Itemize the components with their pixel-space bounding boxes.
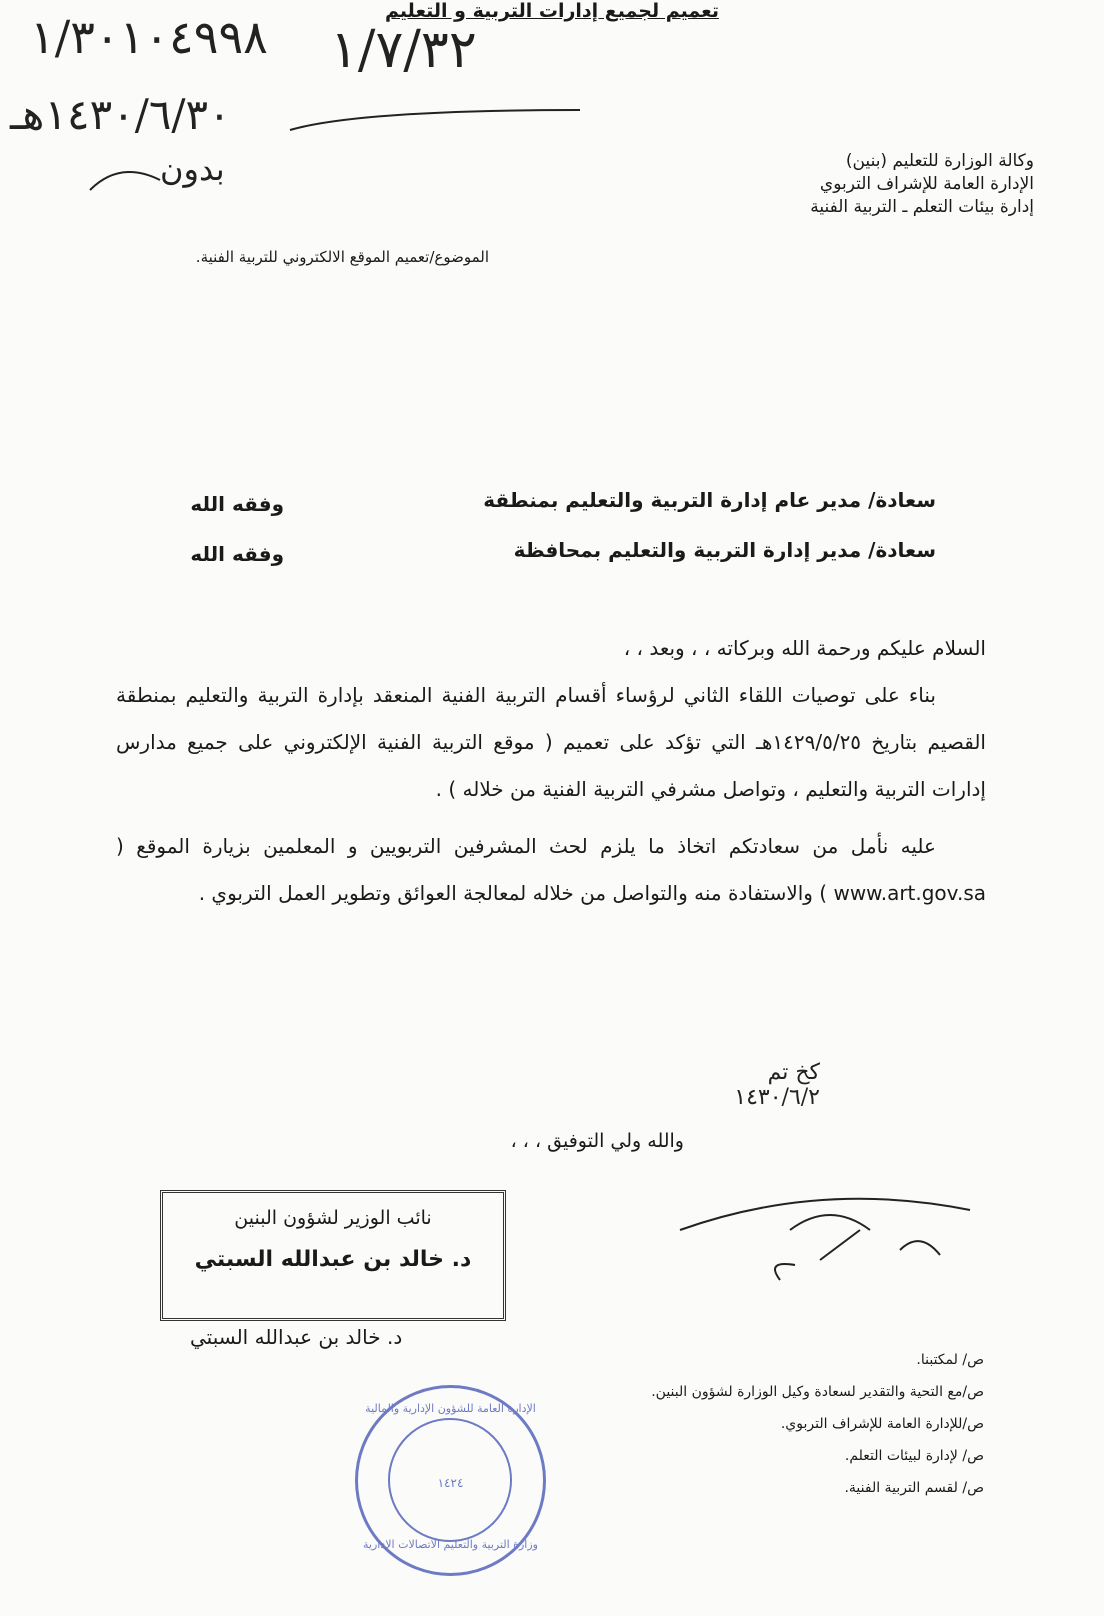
greeting: السلام عليكم ورحمة الله وبركاته ، ، وبعد ، ،: [623, 636, 986, 660]
letterhead-department: الإدارة العامة للإشراف التربوي: [819, 174, 1034, 194]
cc-item: ص/ لمكتبنا.: [916, 1352, 984, 1368]
signatory-name: د. خالد بن عبدالله السبتي: [194, 1247, 472, 1272]
handwritten-reference-number: ١/٣٠١٠٤٩٩٨: [30, 10, 268, 64]
handwritten-date-hijri: ١٤٣٠/٦/٣٠هـ: [10, 90, 231, 139]
seal-text-bottom: وزارة التربية والتعليم الاتصالات الإدارية: [363, 1538, 538, 1551]
paragraph-2: عليه نأمل من سعادتكم اتخاذ ما يلزم لحث المشرفين التربويين و المعلمين بزيارة الموقع ( www.art.gov.sa ) والاستفادة منه والتواصل من خلاله لمعالجة العوائق وتطوير العمل التربوي .: [116, 834, 986, 905]
subject-line: الموضوع/تعميم الموقع الالكتروني للتربية الفنية.: [195, 248, 489, 266]
margin-note: كخ تم ١٤٣٠/٦/٢: [734, 1060, 820, 1110]
signature-stamp: [160, 1190, 506, 1321]
seal-number: ١٤٢٤: [437, 1476, 464, 1490]
seal-text-top: الإدارة العامة للشؤون الإدارية والمالية: [365, 1402, 536, 1415]
cc-item: ص/ لقسم التربية الفنية.: [844, 1480, 984, 1496]
typed-signatory-name: د. خالد بن عبدالله السبتي: [190, 1325, 403, 1349]
letterhead-agency: وكالة الوزارة للتعليم (بنين): [845, 151, 1034, 171]
handwritten-signature: [670, 1170, 990, 1300]
letterhead: [810, 150, 1034, 219]
paragraph-1: بناء على توصيات اللقاء الثاني لرؤساء أقسام التربية الفنية المنعقد بإدارة التربية والتعليم بمنطقة القصيم بتاريخ ١٤٢٩/٥/٢٥هـ التي تؤكد على تعميم ( موقع التربية الفنية الإلكتروني على جميع مدارس إدارات التربية والتعليم ، وتواصل مشرفي التربية الفنية من خلاله ) .: [116, 683, 986, 801]
signatory-title: نائب الوزير لشؤون البنين: [234, 1207, 432, 1229]
closing-line: والله ولي التوفيق ، ، ،: [510, 1130, 684, 1152]
addressee-1: سعادة/ مدير عام إدارة التربية والتعليم بمنطقة: [483, 488, 936, 512]
document-title: تعميم لجميع إدارات التربية و التعليم: [385, 0, 719, 22]
cc-item: ص/ لإدارة لبيئات التعلم.: [844, 1448, 984, 1464]
cc-item: ص/للإدارة العامة للإشراف التربوي.: [780, 1416, 984, 1432]
letterhead-section: إدارة بيئات التعلم ـ التربية الفنية: [810, 197, 1034, 217]
handwritten-note: بدون: [160, 150, 225, 188]
handwritten-date-top: ١/٧/٣٢: [330, 20, 477, 80]
addressee-2: سعادة/ مدير إدارة التربية والتعليم بمحافظة: [513, 538, 936, 562]
official-seal: [355, 1385, 546, 1576]
addressee-2-closing: وفقه الله: [190, 542, 284, 566]
handwriting-strokes: [60, 20, 600, 200]
cc-item: ص/مع التحية والتقدير لسعادة وكيل الوزارة لشؤون البنين.: [651, 1384, 984, 1400]
addressee-1-closing: وفقه الله: [190, 492, 284, 516]
letter-body: [116, 625, 986, 917]
